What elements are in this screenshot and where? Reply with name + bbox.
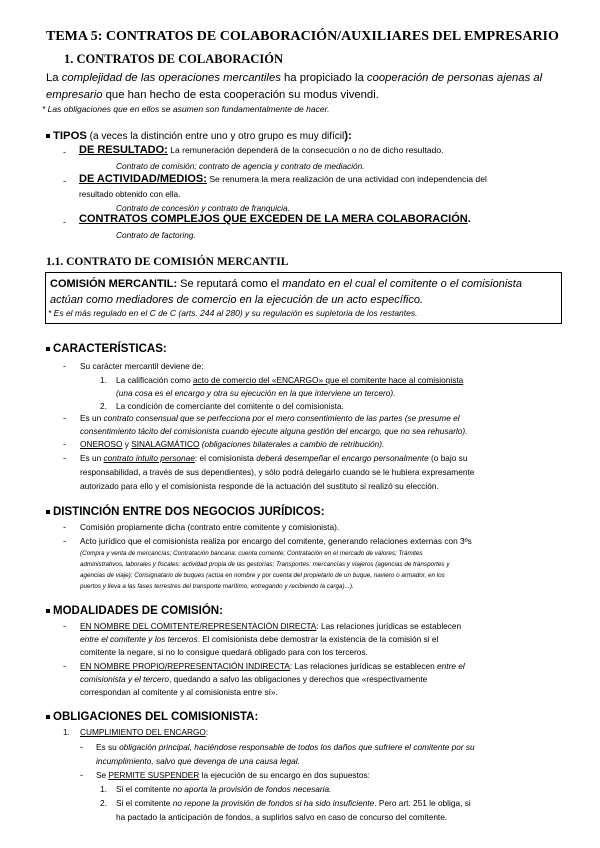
oblig-item-2: Se PERMITE SUSPENDER la ejecución de su encargo en dos supuestos: xyxy=(96,770,370,780)
tipo-resultado: DE RESULTADO: La remuneración dependerá de la consecución o no de dicho resultado. xyxy=(79,144,444,156)
definition-line-1: COMISIÓN MERCANTIL: Se reputará como el mandato en el cual el comitente o el comisionista xyxy=(50,278,522,290)
caract-item-4-line-3: autorizado para ello y el comisionista responde de la actuación del sustituto si realizó su elección. xyxy=(80,481,439,491)
distincion-item-1: Comisión propiamente dicha (contrato entre comitente y comisionista). xyxy=(80,522,340,532)
dash-icon: - xyxy=(63,621,66,631)
intro-note: * Las obligaciones que en ellos se asumen son fundamentalmente de hacer. xyxy=(42,104,330,114)
dash-icon: - xyxy=(63,217,66,227)
oblig-num-1: 1. xyxy=(63,727,70,737)
bullet-icon xyxy=(46,609,50,613)
page-title: TEMA 5: CONTRATOS DE COLABORACIÓN/AUXILIARES DEL EMPRESARIO xyxy=(46,29,559,44)
section-heading-colaboracion: 1. CONTRATOS DE COLABORACIÓN xyxy=(64,52,284,66)
caract-item-4: Es un contrato intuito personae: el comisionista deberá desempeñar el encargo personalmente (o bajo su xyxy=(80,453,468,463)
dash-icon: - xyxy=(63,147,66,157)
caract-sub-1: La calificación como acto de comercio del «ENCARGO» que el comitente hace al comisionista xyxy=(116,375,464,385)
caract-num-1: 1. xyxy=(100,375,107,385)
oblig-sub-2-cont: ha pactado la anticipación de fondos, a suplirlos salvo en caso de concurso del comitente. xyxy=(116,812,448,822)
distincion-examples-4: puertos y lleva a las fases terrestres del transporte marítimo, entregando y recibiendo la carga)...). xyxy=(80,583,354,590)
distincion-examples-1: (Compra y venta de mercancías; Contratación bancaria: cuenta corriente; Contratación en el mercado de valores; Trámites xyxy=(80,550,423,557)
intro-line-1: La complejidad de las operaciones mercantiles ha propiciado la cooperación de personas ajenas al xyxy=(46,72,543,84)
dash-icon: - xyxy=(63,413,66,423)
subsection-heading-comision: 1.1. CONTRATO DE COMISIÓN MERCANTIL xyxy=(46,256,289,268)
dash-icon: - xyxy=(63,439,66,449)
tipo-complejos: CONTRATOS COMPLEJOS QUE EXCEDEN DE LA MERA COLABORACIÓN. xyxy=(79,213,471,225)
caract-item-1: Su carácter mercantil deviene de: xyxy=(80,361,204,371)
caract-sub-2: La condición de comerciante del comitente o del comisionista. xyxy=(116,401,344,411)
modalidad-indirecta-line-3: correspondan al comitente y al comisionista entre sí». xyxy=(80,687,278,697)
dash-icon: - xyxy=(63,536,66,546)
dash-icon: - xyxy=(63,361,66,371)
caract-sub-1-cont: (una cosa es el encargo y otra su ejecución en la que interviene un tercero). xyxy=(116,388,396,398)
definition-line-2: actúan como mediadores de comercio en la ejecución de un acto específico. xyxy=(50,294,423,306)
distincion-heading: DISTINCIÓN ENTRE DOS NEGOCIOS JURÍDICOS: xyxy=(46,506,325,518)
oblig-item-1: Es su obligación principal, haciéndose responsable de todos los daños que sufriere el comitente por su xyxy=(96,742,475,752)
dash-icon: - xyxy=(63,176,66,186)
oblig-cumplimiento: CUMPLIMIENTO DEL ENCARGO: xyxy=(80,727,209,737)
dash-icon: - xyxy=(63,453,66,463)
oblig-item-1-cont: incumplimiento, salvo que devenga de una causa legal. xyxy=(96,756,300,766)
oblig-sub-1: Si el comitente no aporta la provisión de fondos necesaria. xyxy=(116,784,332,794)
tipo-complejos-ejemplos: Contrato de factoring. xyxy=(116,230,196,240)
dash-icon: - xyxy=(63,522,66,532)
modalidad-directa: EN NOMBRE DEL COMITENTE/REPRESENTACIÓN DIRECTA: Las relaciones jurídicas se establecen xyxy=(80,621,462,631)
tipo-actividad: DE ACTIVIDAD/MEDIOS: Se renumera la mera realización de una actividad con independencia del xyxy=(79,173,487,185)
caract-num-2: 2. xyxy=(100,401,107,411)
modalidad-directa-line-2: entre el comitente y los terceros. El comisionista debe demostrar la existencia de la comisión si el xyxy=(80,634,439,644)
modalidades-heading: MODALIDADES DE COMISIÓN: xyxy=(46,605,223,617)
distincion-examples-2: administrativos, laborales y fiscales: actividad propia de las gestorías; Transportes: mercancías y viajeros (agencias de transportes y xyxy=(80,561,450,568)
distincion-examples-3: agencias de viaje); Consignatario de buques (actúa en nombre y por cuenta del propietario de un buque, naviero o armador, en los xyxy=(80,572,445,579)
bullet-icon xyxy=(46,347,50,351)
tipos-heading: TIPOS (a veces la distinción entre uno y otro grupo es muy difícil): xyxy=(46,128,352,145)
bullet-icon xyxy=(46,715,50,719)
distincion-item-2: Acto jurídico que el comisionista realiza por encargo del comitente, generando relaciones externas con 3ºs xyxy=(80,536,472,546)
bullet-icon xyxy=(46,134,50,138)
dash-icon: - xyxy=(80,770,83,780)
dash-icon: - xyxy=(80,742,83,752)
caract-item-2-cont: consentimiento tácito del comisionista cuando ejecute alguna gestión del encargo, que no sea rehusarlo). xyxy=(80,426,468,436)
caract-item-4-line-2: responsabilidad, a través de sus dependientes), y sólo podrá delegarlo cuando se le hubiera expresamente xyxy=(80,467,475,477)
obligaciones-heading: OBLIGACIONES DEL COMISIONISTA: xyxy=(46,711,258,723)
dash-icon: - xyxy=(63,661,66,671)
modalidad-directa-line-3: comitente la negare, si no lo consigue quedará obligado para con los terceros. xyxy=(80,647,368,657)
oblig-sub-num-2: 2. xyxy=(100,798,107,808)
modalidad-indirecta-line-2: comisionista y el tercero, quedando a salvo las obligaciones y derechos que «respectivamente xyxy=(80,674,428,684)
modalidad-indirecta: EN NOMBRE PROPIO/REPRESENTACIÓN INDIRECTA: Las relaciones jurídicas se establecen entre el xyxy=(80,661,465,671)
intro-line-2: empresario que han hecho de esta cooperación su modus vivendi. xyxy=(46,89,379,101)
oblig-sub-2: Si el comitente no repone la provisión de fondos si ha sido insuficiente. Pero art. 251 le obliga, si xyxy=(116,798,471,808)
definition-note: * Es el más regulado en el C de C (arts. 244 al 280) y su regulación es supletoria de los restantes. xyxy=(48,308,418,318)
caract-item-3: ONEROSO y SINALAGMÁTICO (obligaciones bilaterales a cambio de retribución). xyxy=(80,439,385,449)
caracteristicas-heading: CARACTERÍSTICAS: xyxy=(46,343,167,355)
tipo-actividad-cont: resultado obtenido con ella. xyxy=(79,189,181,199)
caract-item-2: Es un contrato consensual que se perfecciona por el mero consentimiento de las partes (se presume el xyxy=(80,413,460,423)
tipo-resultado-ejemplos: Contrato de comisión; contrato de agencia y contrato de mediación. xyxy=(116,161,365,171)
tipo-actividad-ejemplos: Contrato de concesión y contrato de franquicia. xyxy=(116,203,290,213)
bullet-icon xyxy=(46,510,50,514)
oblig-sub-num-1: 1. xyxy=(100,784,107,794)
